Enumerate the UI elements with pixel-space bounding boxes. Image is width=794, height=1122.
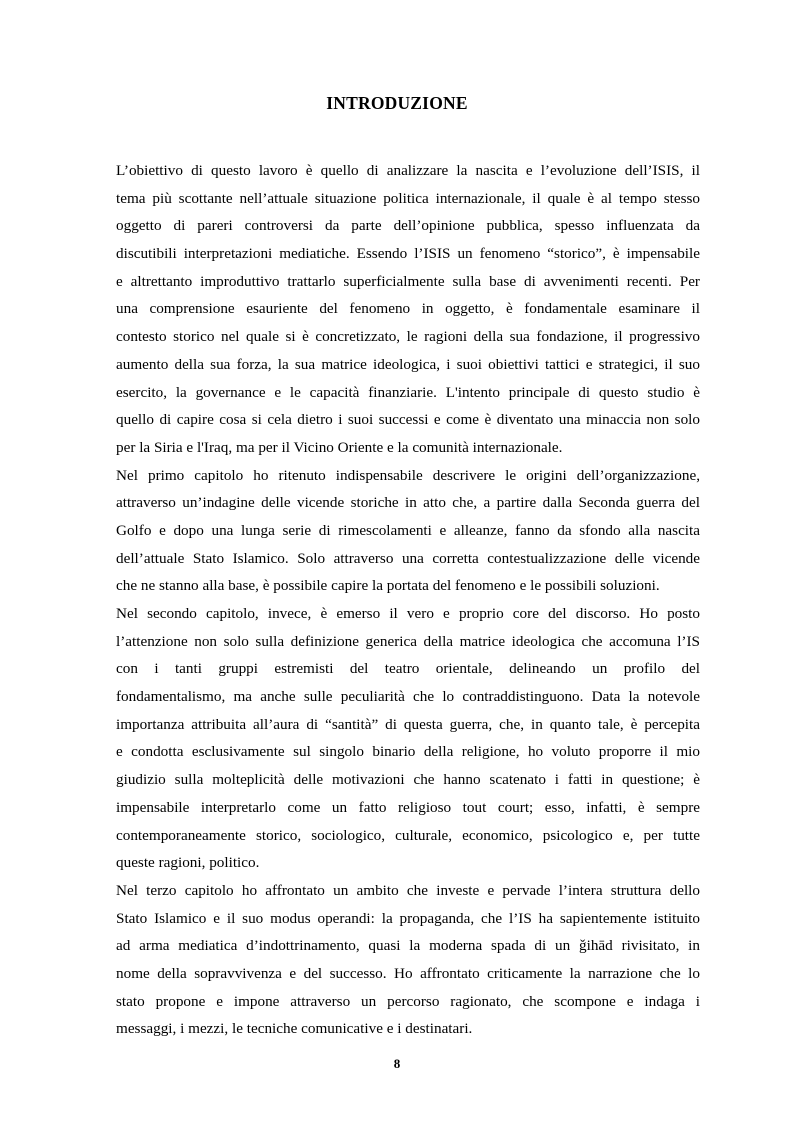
text-line: importanza attribuita all’aura di “santità” di questa guerra, che, in quanto tale, è percepita — [116, 715, 700, 733]
text-line: tema più scottante nell’attuale situazione politica internazionale, il quale è al tempo stesso — [116, 189, 700, 207]
text-line: e condotta esclusivamente sul singolo binario della religione, ho voluto proporre il mio — [116, 743, 700, 761]
text-line: Stato Islamico e il suo modus operandi: la propaganda, che l’IS ha sapientemente istituito — [116, 909, 700, 927]
text-line: dell’attuale Stato Islamico. Solo attraverso una corretta contestualizzazione delle vicende — [116, 549, 700, 567]
text-line: ad arma mediatica d’indottrinamento, quasi la moderna spada di un ǧihād rivisitato, in — [116, 937, 700, 955]
text-line: discutibili interpretazioni mediatiche. Essendo l’ISIS un fenomeno “storico”, è impensabile — [116, 245, 700, 263]
text-line: stato propone e impone attraverso un percorso ragionato, che scompone e indaga i — [116, 992, 700, 1010]
text-line: aumento della sua forza, la sua matrice ideologica, i suoi obiettivi tattici e strategici, il suo — [116, 355, 700, 373]
text-line: che ne stanno alla base, è possibile capire la portata del fenomeno e le possibili soluzioni. — [116, 577, 660, 595]
text-line: Golfo e dopo una lunga serie di rimescolamenti e alleanze, fanno da sfondo alla nascita — [116, 521, 700, 539]
text-line: l’attenzione non solo sulla definizione generica della matrice ideologica che accomuna l’IS — [116, 632, 700, 650]
text-line: impensabile interpretarlo come un fatto religioso tout court; esso, infatti, è sempre — [116, 798, 700, 816]
body-text — [116, 157, 700, 1043]
text-line: Nel terzo capitolo ho affrontato un ambito che investe e pervade l’intera struttura dello — [116, 881, 700, 899]
text-line: attraverso un’indagine delle vicende storiche in atto che, a partire dalla Seconda guerra del — [116, 494, 700, 512]
text-line: fondamentalismo, ma anche sulle peculiarità che lo contraddistinguono. Data la notevole — [116, 688, 700, 706]
text-line: queste ragioni, politico. — [116, 854, 260, 872]
text-line: una comprensione esauriente del fenomeno in oggetto, è fondamentale esaminare il — [116, 300, 700, 318]
text-line: contemporaneamente storico, sociologico, culturale, economico, psicologico e, per tutte — [116, 826, 700, 844]
text-line: per la Siria e l'Iraq, ma per il Vicino Oriente e la comunità internazionale. — [116, 438, 563, 456]
page-title: INTRODUZIONE — [326, 93, 468, 113]
text-line: con i tanti gruppi estremisti del teatro orientale, delineando un profilo del — [116, 660, 700, 678]
text-line: oggetto di pareri controversi da parte dell’opinione pubblica, spesso influenzata da — [116, 217, 700, 235]
text-line: messaggi, i mezzi, le tecniche comunicative e i destinatari. — [116, 1020, 473, 1038]
page-number: 8 — [393, 1056, 401, 1071]
text-line: giudizio sulla molteplicità delle motivazioni che hanno scatenato i fatti in questione; è — [116, 771, 700, 789]
text-line: e altrettanto improduttivo trattarlo superficialmente sulla base di avvenimenti recenti. Per — [116, 272, 700, 290]
text-line: nome della sopravvivenza e del successo. Ho affrontato criticamente la narrazione che lo — [116, 964, 700, 982]
text-line: L’obiettivo di questo lavoro è quello di analizzare la nascita e l’evoluzione dell’ISIS, il — [116, 162, 700, 179]
text-line: esercito, la governance e le capacità finanziarie. L'intento principale di questo studio è — [116, 383, 700, 401]
text-line: Nel secondo capitolo, invece, è emerso il vero e proprio core del discorso. Ho posto — [116, 605, 700, 622]
text-line: quello di capire cosa si cela dietro i suoi successi e come è diventato una minaccia non solo — [116, 411, 700, 429]
text-line: contesto storico nel quale si è concretizzato, le ragioni della sua fondazione, il progressivo — [116, 328, 700, 346]
text-line: Nel primo capitolo ho ritenuto indispensabile descrivere le origini dell’organizzazione, — [116, 466, 700, 484]
